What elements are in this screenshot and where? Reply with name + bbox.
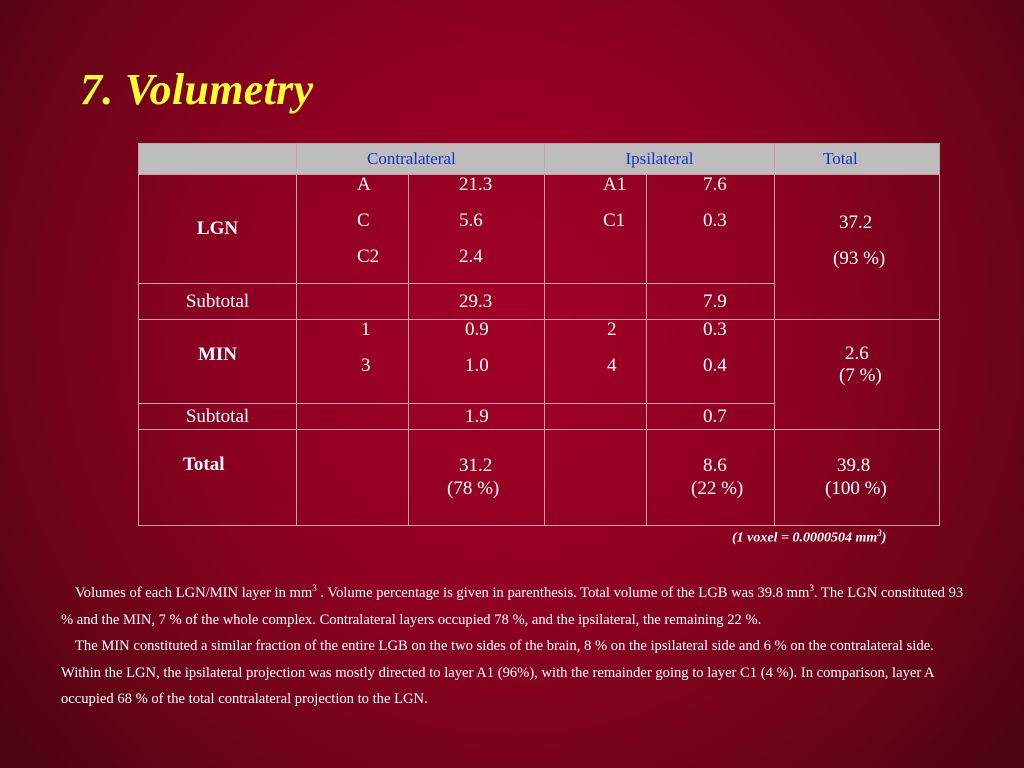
- lgn-total-cell: [775, 175, 940, 320]
- row-label-min: MIN: [139, 320, 297, 404]
- lgn-ipsi-layers: [545, 175, 647, 284]
- subtotal-empty: [297, 404, 409, 430]
- layer-value: 0.3: [703, 210, 727, 231]
- total-contra-cell: [409, 430, 545, 526]
- table-row-min: [139, 320, 940, 404]
- lgn-total-percent: (93 %): [833, 248, 886, 269]
- desc-text: . The LGN constituted 93 % and the MIN, 7 % of the whole complex. Contralateral layers occupied 78 %, and the ipsilateral, the remaining 22 %.: [61, 585, 964, 628]
- layer-name: A1: [603, 174, 627, 195]
- layer-name: A: [357, 174, 371, 195]
- layer-value: 0.3: [703, 319, 727, 340]
- layer-value: 7.6: [703, 174, 727, 195]
- header-empty: [139, 144, 297, 175]
- voxel-note: [732, 528, 886, 547]
- row-label-lgn: LGN: [139, 175, 297, 284]
- min-subtotal-ipsi: 0.7: [647, 404, 775, 430]
- subtotal-empty: [545, 284, 647, 320]
- grand-total-percent: (100 %): [825, 478, 887, 499]
- subtotal-label-min: Subtotal: [139, 404, 297, 430]
- lgn-contra-layers: [297, 175, 409, 284]
- slide-title: 7. Volumetry: [80, 65, 314, 114]
- layer-name: C: [357, 210, 370, 231]
- header-total: Total: [775, 144, 940, 175]
- description-paragraph-2: The MIN constituted a similar fraction of the entire LGB on the two sides of the brain, 8 % on the ipsilateral side and 6 % on the contralateral side. Within the LGN, the ipsilateral projection was mostly directed to layer A1 (96%), with the remainder going to layer C1 (4 %). In comparison, layer A occupied 68 % of the total contralateral projection to the LGN.: [61, 638, 934, 707]
- total-empty: [545, 430, 647, 526]
- grand-total-value: 39.8: [837, 455, 871, 476]
- total-empty: [297, 430, 409, 526]
- layer-value: 0.4: [703, 355, 727, 376]
- min-total-percent: (7 %): [839, 365, 882, 386]
- description-paragraph-1: [61, 580, 966, 633]
- min-total-value: 2.6: [845, 343, 869, 364]
- subtotal-label-lgn: Subtotal: [139, 284, 297, 320]
- min-ipsi-values: [647, 320, 775, 404]
- layer-name: 1: [361, 319, 371, 340]
- min-contra-layers: [297, 320, 409, 404]
- layer-name: 4: [607, 355, 617, 376]
- row-label-total: Total: [139, 430, 297, 526]
- table-header-row: [139, 144, 940, 175]
- total-ipsi-cell: [647, 430, 775, 526]
- layer-value: 1.0: [465, 355, 489, 376]
- header-contralateral: Contralateral: [297, 144, 545, 175]
- layer-value: 5.6: [459, 210, 483, 231]
- desc-sup: 3: [809, 583, 814, 594]
- lgn-total-value: 37.2: [839, 212, 873, 233]
- total-contra-value: 31.2: [459, 455, 493, 476]
- grand-total-cell: [775, 430, 940, 526]
- layer-name: 3: [361, 355, 371, 376]
- min-subtotal-contra: 1.9: [409, 404, 545, 430]
- voxel-note-prefix: (1 voxel = 0.0000504 mm: [732, 530, 878, 546]
- table-row-total: [139, 430, 940, 526]
- volumetry-table: [138, 143, 940, 526]
- lgn-subtotal-ipsi: 7.9: [647, 284, 775, 320]
- layer-value: 0.9: [465, 319, 489, 340]
- description: [61, 580, 966, 713]
- voxel-note-sup: 3: [877, 528, 882, 538]
- min-contra-values: [409, 320, 545, 404]
- min-ipsi-layers: [545, 320, 647, 404]
- layer-value: 2.4: [459, 246, 483, 267]
- desc-sup: 3: [312, 583, 317, 594]
- min-total-cell: [775, 320, 940, 430]
- desc-text: . Volume percentage is given in parenthesis. Total volume of the LGB was 39.8 mm: [316, 585, 810, 601]
- table-row-lgn: [139, 175, 940, 284]
- layer-value: 21.3: [459, 174, 493, 195]
- layer-name: 2: [607, 319, 617, 340]
- total-ipsi-percent: (22 %): [691, 478, 744, 499]
- header-ipsilateral: Ipsilateral: [545, 144, 775, 175]
- lgn-subtotal-contra: 29.3: [409, 284, 545, 320]
- voxel-note-suffix: ): [881, 530, 887, 546]
- subtotal-empty: [545, 404, 647, 430]
- total-contra-percent: (78 %): [447, 478, 500, 499]
- subtotal-empty: [297, 284, 409, 320]
- layer-name: C2: [357, 246, 380, 267]
- lgn-ipsi-values: [647, 175, 775, 284]
- total-ipsi-value: 8.6: [703, 455, 727, 476]
- layer-name: C1: [603, 210, 626, 231]
- desc-text: Volumes of each LGN/MIN layer in mm: [75, 585, 313, 601]
- lgn-contra-values: [409, 175, 545, 284]
